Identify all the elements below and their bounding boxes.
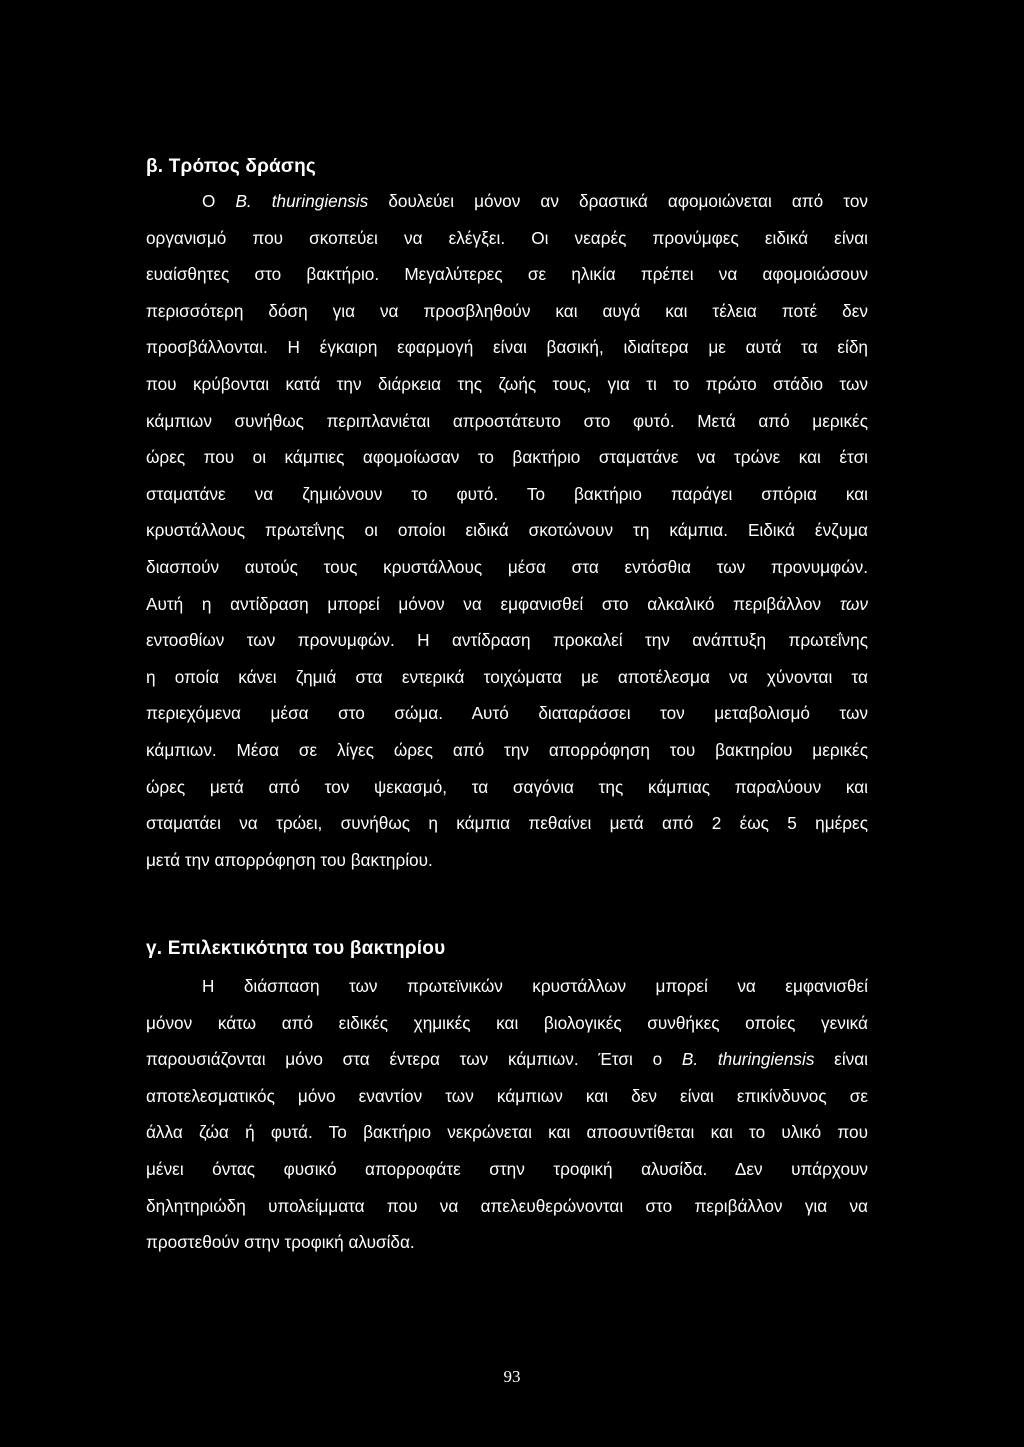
- text-line: άλλα ζώα ή φυτά. Το βακτήριο νεκρώνεται και αποσυντίθεται και το υλικό που: [146, 1122, 868, 1143]
- text-line: που κρύβονται κατά την διάρκεια της ζωής τους, για τι το πρώτο στάδιο των: [146, 373, 868, 394]
- text-line: σταματάνε να ζημιώνουν το φυτό. Το βακτήριο παράγει σπόρια και: [146, 483, 868, 504]
- page-number: 93: [503, 1367, 521, 1386]
- text-line: περιεχόμενα μέσα στο σώμα. Αυτό διαταράσσει τον μεταβολισμό των: [146, 703, 868, 724]
- text-line: αποτελεσματικός μόνο εναντίον των κάμπιων και δεν είναι επικίνδυνος σε: [146, 1085, 868, 1106]
- text-line: Ο B. thuringiensis δουλεύει μόνον αν δραστικά αφομοιώνεται από τον: [202, 191, 869, 211]
- text-line: κρυστάλλους πρωτεΐνης οι οποίοι ειδικά σκοτώνουν τη κάμπια. Ειδικά ένζυμα: [146, 520, 868, 541]
- text-line: οργανισμό που σκοπεύει να ελέγξει. Οι νεαρές προνύμφες ειδικά είναι: [146, 227, 868, 248]
- text-line: Η διάσπαση των πρωτεϊνικών κρυστάλλων μπορεί να εμφανισθεί: [202, 976, 868, 996]
- text-line: μετά την απορρόφηση του βακτηρίου.: [146, 849, 433, 870]
- section-heading-selectivity: γ. Επιλεκτικότητα του βακτηρίου: [146, 938, 446, 959]
- text-line: δηλητηριώδη υπολείμματα που να απελευθερώνονται στο περιβάλλον για να: [146, 1195, 868, 1216]
- text-line: μόνον κάτω από ειδικές χημικές και βιολογικές συνθήκες οποίες γενικά: [146, 1012, 868, 1033]
- text-line: Αυτή η αντίδραση μπορεί μόνον να εμφανισθεί στο αλκαλικό περιβάλλον των: [146, 593, 868, 614]
- text-line: μένει όντας φυσικό απορροφάτε στην τροφική αλυσίδα. Δεν υπάρχουν: [146, 1158, 868, 1179]
- text-line: ευαίσθητες στο βακτήριο. Μεγαλύτερες σε ηλικία πρέπει να αφομοιώσουν: [146, 264, 868, 285]
- text-line: προστεθούν στην τροφική αλυσίδα.: [146, 1232, 415, 1253]
- text-line: ώρες που οι κάμπιες αφομοίωσαν το βακτήριο σταματάνε να τρώνε και έτσι: [146, 447, 868, 468]
- paragraph-mode-of-action: [146, 183, 868, 878]
- text-line: σταματάει να τρώει, συνήθως η κάμπια πεθαίνει μετά από 2 έως 5 ημέρες: [146, 813, 868, 834]
- text-line: κάμπιων συνήθως περιπλανιέται απροστάτευτο στο φυτό. Μετά από μερικές: [146, 410, 868, 431]
- text-line: ώρες μετά από τον ψεκασμό, τα σαγόνια της κάμπιας παραλύουν και: [146, 776, 868, 797]
- text-line: παρουσιάζονται μόνο στα έντερα των κάμπιων. Έτσι ο B. thuringiensis είναι: [146, 1049, 869, 1070]
- text-line: η οποία κάνει ζημιά στα εντερικά τοιχώματα με αποτέλεσμα να χύνονται τα: [146, 666, 868, 687]
- text-line: περισσότερη δόση για να προσβληθούν και αυγά και τέλεια ποτέ δεν: [146, 300, 868, 321]
- text-line: προσβάλλονται. Η έγκαιρη εφαρμογή είναι βασική, ιδιαίτερα με αυτά τα είδη: [146, 337, 868, 358]
- section-heading-mode-of-action: β. Τρόπος δράσης: [146, 156, 317, 177]
- text-line: εντοσθίων των προνυμφών. Η αντίδραση προκαλεί την ανάπτυξη πρωτεΐνης: [146, 630, 868, 651]
- paragraph-selectivity: [146, 968, 868, 1261]
- text-line: κάμπιων. Μέσα σε λίγες ώρες από την απορρόφηση του βακτηρίου μερικές: [146, 739, 868, 760]
- text-line: διασπούν αυτούς τους κρυστάλλους μέσα στα εντόσθια των προνυμφών.: [146, 556, 868, 577]
